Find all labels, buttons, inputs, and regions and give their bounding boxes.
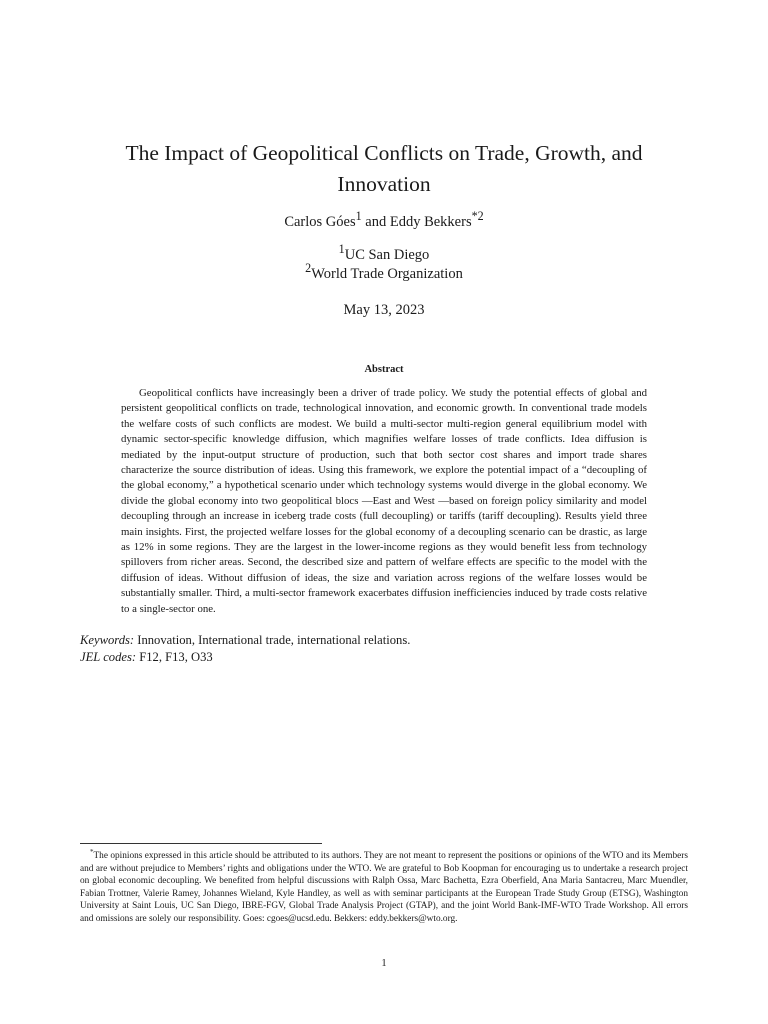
author-name: Eddy Bekkers — [389, 213, 472, 230]
affiliation-mark: *2 — [471, 209, 484, 223]
footnote-mark: * — [90, 848, 94, 856]
jel-line — [80, 649, 688, 666]
author-line — [0, 209, 768, 231]
page-number: 1 — [381, 958, 387, 969]
author-connector: and — [361, 213, 390, 230]
affiliation-mark: 1 — [338, 242, 345, 256]
affiliation-mark: 2 — [305, 261, 312, 275]
author-name: Carlos Góes — [284, 213, 356, 230]
affiliation-line — [0, 261, 768, 283]
footnote-text: The opinions expressed in this article should be attributed to its authors. They are not meant to represent the positions or opinions of the WTO and its Members and are without prejudice to Members’ rights and obligations under the WTO. We are grateful to Bob Koopman for encouraging us to undertake a research project on global economic decoupling. We benefited from helpful discussions with Ralph Ossa, Marc Bachetta, Ezra Oberfield, Ana Maria Santacreu, Marc Muendler, Fabian Trottner, Valerie Ramey, Johannes Wieland, Kyle Handley, as well as with seminar participants at the European Trade Study Group (ETSG), Washington University at Saint Louis, UC San Diego, IBRE-FGV, Global Trade Analysis Project (GTAP), and the joint World Bank-IMF-WTO Trade Workshop. All errors and omissions are solely our responsibility. Goes: cgoes@ucsd.edu. Bekkers: eddy.bekkers@wto.org. — [80, 851, 688, 925]
footnote — [80, 846, 688, 926]
affiliation-name: World Trade Organization — [311, 265, 463, 282]
keywords-label: Keywords: — [80, 633, 135, 647]
affiliation-name: UC San Diego — [344, 246, 430, 263]
publication-date: May 13, 2023 — [343, 302, 425, 318]
footnote-rule — [80, 843, 322, 844]
jel-value: F12, F13, O33 — [139, 650, 213, 664]
keywords-block — [80, 632, 688, 666]
abstract-text: Geopolitical conflicts have increasingly been a driver of trade policy. We study the potential effects of global and persistent geopolitical conflicts on trade, technological innovation, and economic growth. In conventional trade models the welfare costs of such conflicts are modest. We build a multi-sector multi-region general equilibrium model with dynamic sector-specific knowledge diffusion, which magnifies welfare losses of trade conflicts. Idea diffusion is mediated by the input-output structure of production, such that both sector cost shares and import trade shares characterize the source distribution of ideas. Using this framework, we explore the potential impact of a “decoupling of the global economy,” a hypothetical scenario under which technology systems would diverge in the global economy. We divide the global economy into two geopolitical blocs —East and West —based on foreign policy similarity and model decoupling through an increase in iceberg trade costs (full decoupling) or tariffs (tariff decoupling). Results yield three main insights. First, the projected welfare losses for the global economy of a decoupling scenario can be drastic, as large as 12% in some regions. They are the largest in the lower-income regions as they would benefit less from technology spillovers from richer areas. Second, the described size and pattern of welfare effects are specific to the model with the diffusion of ideas. Without diffusion of ideas, the size and variation across regions of the welfare losses would be substantially smaller. Third, a multi-sector framework exacerbates diffusion inefficiencies induced by trade costs relative to a single-sector one. — [121, 387, 647, 615]
abstract-heading: Abstract — [364, 364, 404, 375]
paper-title: The Impact of Geopolitical Conflicts on Trade, Growth, and Innovation — [125, 141, 643, 196]
keywords-line — [80, 632, 688, 649]
affiliation-mark: 1 — [355, 209, 362, 223]
jel-label: JEL codes: — [80, 650, 137, 664]
keywords-value: Innovation, International trade, international relations. — [137, 633, 411, 647]
